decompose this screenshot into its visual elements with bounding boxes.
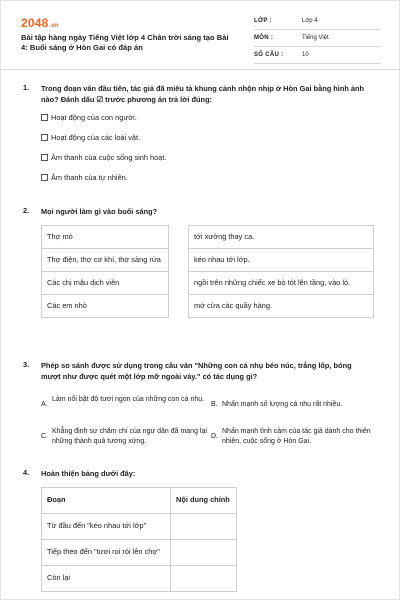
matching-left-table [41, 225, 169, 318]
matching-right-cell[interactable]: tới xưởng thay ca. [189, 226, 374, 249]
question-number: 1. [23, 83, 30, 92]
table-cell-answer[interactable] [171, 566, 237, 592]
option-c[interactable] [41, 427, 211, 452]
matching-right-cell[interactable]: mở cửa các quầy hàng. [189, 295, 374, 318]
option-4[interactable]: Âm thanh của tự nhiên. [41, 173, 128, 184]
site-logo[interactable]: 2048.vn [21, 16, 59, 30]
meta-value: 10 [302, 52, 309, 58]
document-title: Bài tập hàng ngày Tiếng Việt lớp 4 Chân trời sáng tạo Bài 4: Buổi sáng ở Hòn Gai có đáp án [21, 33, 229, 53]
checkbox-icon[interactable] [41, 114, 48, 121]
matching-left-cell[interactable]: Các chị mậu dịch viên [42, 272, 169, 295]
summary-table [41, 487, 237, 592]
matching-right-table [188, 225, 374, 318]
matching-left-cell[interactable]: Thợ mỏ [42, 226, 169, 249]
option-letter: A. [41, 401, 48, 408]
meta-row-class [254, 15, 381, 30]
question-2 [23, 206, 379, 346]
question-text: Hoàn thiện bảng dưới đây: [41, 469, 136, 478]
meta-row-count [254, 49, 381, 64]
option-letter: B. [211, 401, 218, 408]
option-text: Làm nổi bật độ tươi ngon của những con cá nhụ. [52, 396, 205, 403]
meta-key: SỐ CÂU : [254, 52, 284, 58]
checkbox-icon[interactable] [41, 174, 48, 181]
option-text: Nhấn mạnh số lượng cá nhụ rất nhiều. [222, 401, 343, 408]
table-cell-answer[interactable] [171, 540, 237, 566]
question-number: 3. [23, 360, 30, 369]
checkbox-icon[interactable] [41, 134, 48, 141]
option-2[interactable]: Hoạt động của các loài vật. [41, 133, 140, 144]
question-number: 4. [23, 468, 30, 477]
meta-key: LỚP : [254, 18, 272, 24]
option-d[interactable] [211, 427, 376, 452]
option-a[interactable] [41, 395, 211, 420]
question-text: Trong đoạn văn đầu tiên, tác giả đã miêu tả khung cảnh nhộn nhịp ở Hòn Gai bằng hình ảnh nào? Đánh dấu ☑ trước phương án trả lời đúng: [41, 84, 365, 105]
meta-value: Tiếng Việt [302, 35, 329, 41]
document-header [21, 13, 381, 63]
question-1 [23, 83, 379, 193]
question-number: 2. [23, 206, 30, 215]
meta-value: Lớp 4 [302, 18, 318, 24]
matching-left-cell[interactable]: Thợ điện, thợ cơ khí, thợ sàng rửa [42, 249, 169, 272]
matching-right-cell[interactable]: ngồi trên những chiếc xe bò tót lên tầng, vào lò. [189, 272, 374, 295]
question-3 [23, 360, 379, 460]
matching-right-cell[interactable]: kéo nhau tới lớp. [189, 249, 374, 272]
option-1[interactable]: Hoạt động của con người. [41, 113, 137, 124]
checkbox-icon[interactable] [41, 154, 48, 161]
question-text: Mọi người làm gì vào buổi sáng? [41, 207, 158, 216]
option-b[interactable] [211, 395, 376, 420]
matching-left-cell[interactable]: Các em nhỏ [42, 295, 169, 318]
table-cell-answer[interactable] [171, 514, 237, 540]
option-letter: D. [211, 433, 218, 440]
option-text: Khẳng định sự chăm chỉ của ngư dân đã mang lại những thành quả tương xứng. [52, 428, 207, 446]
header-divider [1, 69, 400, 70]
option-3[interactable]: Âm thanh của cuộc sống sinh hoạt. [41, 153, 166, 164]
question-text: Phép so sánh được sử dụng trong câu văn "Những con cá nhụ béo núc, trắng lốp, bóng mượt như được quét một lớp mỡ ngoài vảy." có tác dụng gì? [41, 361, 352, 382]
option-text: Nhấn mạnh tình cảm của tác giả dành cho thiên nhiên, cuộc sống ở Hòn Gai. [222, 428, 371, 446]
table-cell-section: Còn lại [42, 566, 171, 592]
meta-key: MÔN : [254, 35, 274, 41]
table-cell-section: Tiếp theo đến "tươi roi rói lên chợ" [42, 540, 171, 566]
question-4 [23, 468, 379, 601]
column-header: Đoạn [42, 488, 171, 514]
meta-info [254, 15, 381, 66]
column-header: Nội dung chính [171, 488, 237, 514]
table-cell-section: Từ đầu đến "kéo nhau tới lớp" [42, 514, 171, 540]
option-letter: C. [41, 433, 48, 440]
meta-row-subject [254, 32, 381, 47]
